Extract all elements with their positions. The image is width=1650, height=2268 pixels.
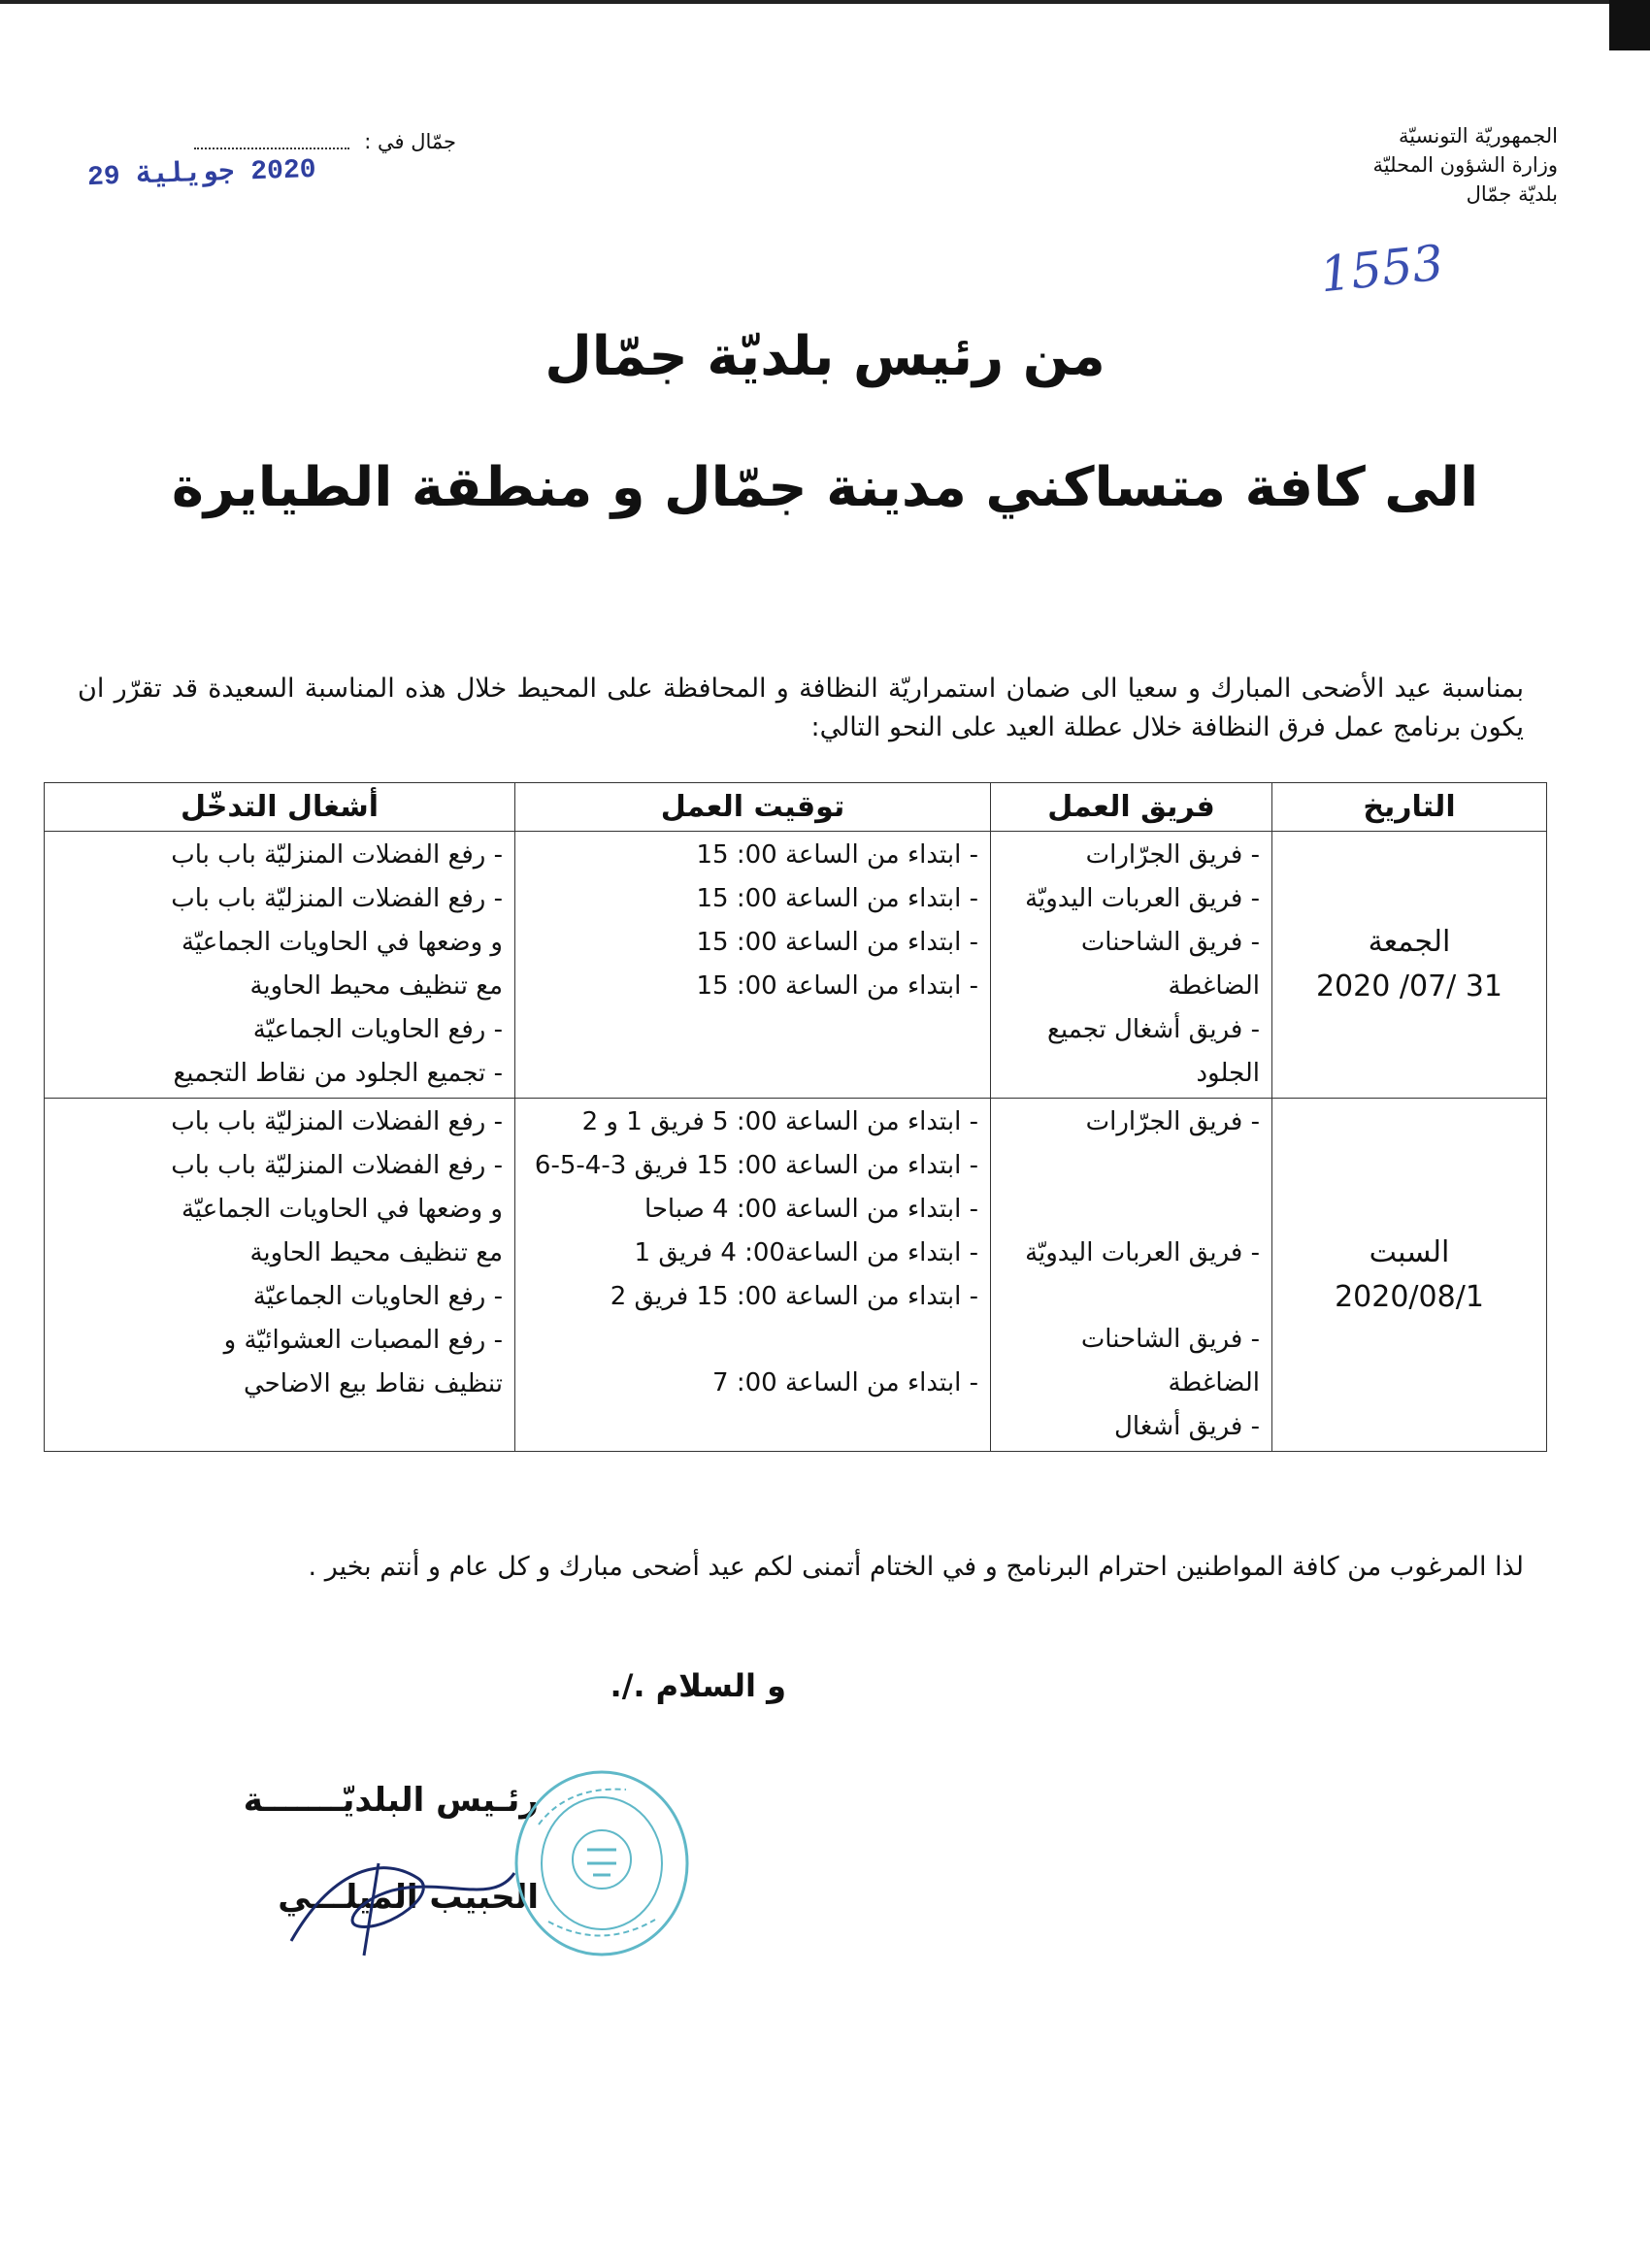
- day-name: الجمعة: [1368, 925, 1451, 959]
- time-item: - ابتداء من الساعة 00: 15: [696, 928, 978, 957]
- works-cell: [45, 832, 515, 1099]
- team-item: - فريق الشاحنات الضاغطة: [1080, 928, 1260, 1001]
- letterhead-municipality: بلديّة جمّال: [1466, 182, 1558, 206]
- day-date: 2020/08/1: [1335, 1279, 1484, 1314]
- header-time: توقيت العمل: [515, 783, 991, 832]
- letter-recipient: الى كافة متساكني مدينة جمّال و منطقة الطيايرة: [171, 456, 1479, 519]
- works-item: و وضعها في الحاويات الجماعيّة: [181, 928, 503, 957]
- letterhead: [1238, 121, 1558, 209]
- day-name: السبت: [1369, 1234, 1450, 1269]
- day-date: 31 /07/ 2020: [1315, 970, 1503, 1003]
- team-item: - فريق الشاحنات الضاغطة: [1080, 1325, 1260, 1397]
- date-stamp: 2020 جويلية 29: [86, 154, 317, 194]
- works-item: - تجميع الجلود من نقاط التجميع: [173, 1059, 503, 1088]
- works-item: مع تنظيف محيط الحاوية: [249, 971, 503, 1001]
- place-date-block: [87, 126, 456, 204]
- works-item: و وضعها في الحاويات الجماعيّة: [181, 1195, 503, 1224]
- header-date: التاريخ: [1272, 783, 1547, 832]
- works-item: - رفع الفضلات المنزليّة باب باب: [171, 840, 503, 870]
- time-item: - ابتداء من الساعة 00: 15: [696, 840, 978, 870]
- works-item: - رفع الفضلات المنزليّة باب باب: [171, 1151, 503, 1180]
- date-cell: [1272, 832, 1547, 1099]
- cell-spacer: [1003, 1275, 1260, 1318]
- time-item: - ابتداء من الساعة00: 4 فريق 1: [634, 1238, 978, 1267]
- letter-sender: من رئيس بلديّة جمّال: [544, 325, 1106, 388]
- time-item: - ابتداء من الساعة 00: 15: [696, 971, 978, 1001]
- header-works: أشغال التدخّل: [45, 783, 515, 832]
- schedule-table: [44, 782, 1547, 1452]
- team-cell: [991, 832, 1272, 1099]
- date-cell: [1272, 1099, 1547, 1452]
- place-label: جمّال في :: [364, 130, 456, 153]
- works-item: مع تنظيف محيط الحاوية: [249, 1238, 503, 1267]
- closing-paragraph: لذا المرغوب من كافة المواطنين احترام البرنامج و في الختام أتمنى لكم عيد أضحى مبارك و كل عام و أنتم بخير .: [308, 1552, 1524, 1582]
- works-item: - رفع المصبات العشوائيّة و: [223, 1326, 503, 1355]
- time-item: - ابتداء من الساعة 00: 15 فريق 3-4-5-6: [534, 1151, 978, 1180]
- works-cell: [45, 1099, 515, 1452]
- official-seal-icon: [510, 1766, 694, 1960]
- scan-corner-mark: [1609, 0, 1650, 50]
- registration-number: 1553: [1317, 234, 1446, 304]
- works-item: - رفع الحاويات الجماعيّة: [252, 1015, 503, 1044]
- team-item: - فريق العربات اليدويّة: [1025, 884, 1260, 913]
- cell-spacer: [1003, 1144, 1260, 1232]
- scan-top-edge: [0, 0, 1650, 4]
- intro-paragraph: بمناسبة عيد الأضحى المبارك و سعيا الى ضمان استمراريّة النظافة و المحافظة على المحيط خلال هذه المناسبة السعيدة قد تقرّر ان يكون برنامج عمل فرق النظافة خلال عطلة العيد على النحو التالي:: [78, 674, 1524, 742]
- team-cell: [991, 1099, 1272, 1452]
- salutation: و السلام ./.: [610, 1667, 786, 1704]
- team-item: - فريق الجرّارات: [1085, 1107, 1260, 1136]
- time-item: - ابتداء من الساعة 00: 5 فريق 1 و 2: [581, 1107, 978, 1136]
- works-item: - رفع الفضلات المنزليّة باب باب: [171, 1107, 503, 1136]
- time-item: - ابتداء من الساعة 00: 15: [696, 884, 978, 913]
- time-cell: [515, 1099, 991, 1452]
- time-cell: [515, 832, 991, 1099]
- time-item: - ابتداء من الساعة 00: 15 فريق 2: [610, 1282, 978, 1311]
- team-item: - فريق العربات اليدويّة: [1025, 1238, 1260, 1267]
- time-item: - ابتداء من الساعة 00: 4 صباحا: [644, 1195, 978, 1224]
- works-item: تنظيف نقاط بيع الاضاحي: [243, 1369, 503, 1398]
- team-item: - فريق أشغال: [1114, 1412, 1260, 1441]
- table-header-row: [45, 783, 1547, 832]
- cell-spacer: [527, 1319, 978, 1362]
- team-item: - فريق أشغال تجميع الجلود: [1047, 1015, 1260, 1088]
- signature-name: الحبيب الميلـــي: [278, 1878, 539, 1917]
- works-item: - رفع الفضلات المنزليّة باب باب: [171, 884, 503, 913]
- date-dotted-line: [194, 148, 349, 149]
- table-row: [45, 1099, 1547, 1452]
- table-row: [45, 832, 1547, 1099]
- team-item: - فريق الجرّارات: [1085, 840, 1260, 870]
- letterhead-republic: الجمهوريّة التونسيّة: [1399, 124, 1558, 148]
- letterhead-ministry: وزارة الشؤون المحليّة: [1372, 153, 1558, 177]
- header-team: فريق العمل: [991, 783, 1272, 832]
- works-item: - رفع الحاويات الجماعيّة: [252, 1282, 503, 1311]
- signature-scribble-icon: [272, 1834, 524, 1960]
- time-item: - ابتداء من الساعة 00: 7: [712, 1368, 978, 1397]
- signature-title: رئـيس البلديّـــــــة: [243, 1781, 539, 1820]
